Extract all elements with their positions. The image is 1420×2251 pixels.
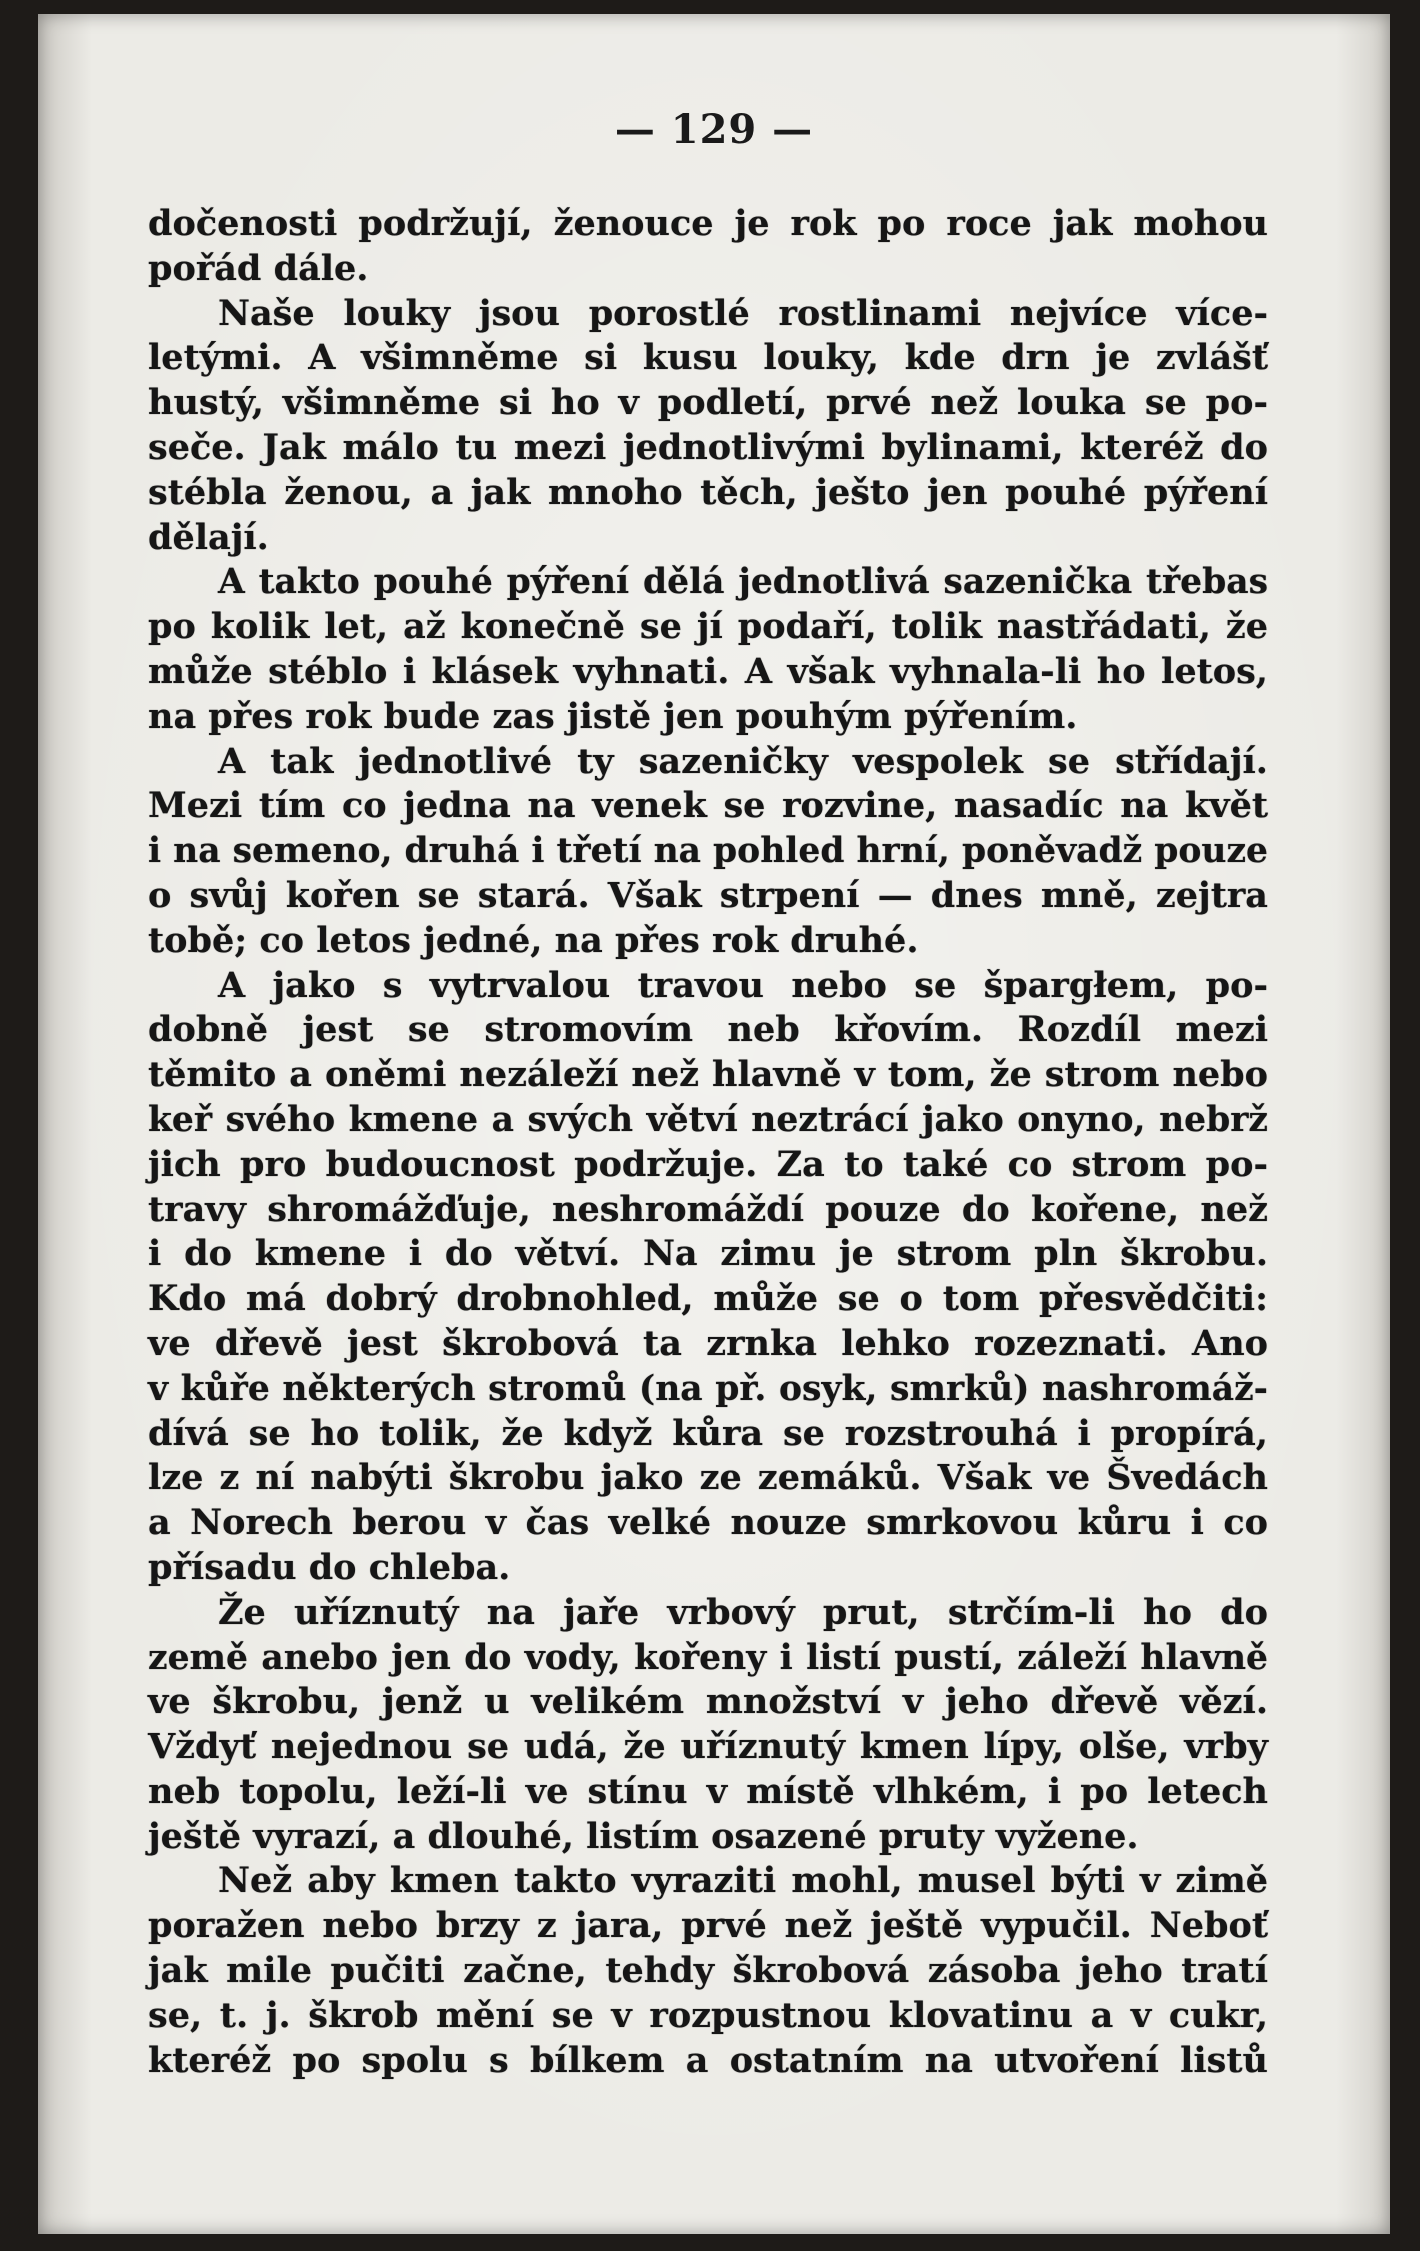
text-line: A jako s vytrvalou travou nebo se špargłem, po- — [218, 964, 1268, 1006]
text-line: Že uříznutý na jaře vrbový prut, strčím-li ho do — [218, 1591, 1268, 1633]
text-line: na přes rok bude zas jistě jen pouhým pýřením. — [148, 695, 1078, 737]
text-line: seče. Jak málo tu mezi jednotlivými bylinami, kteréž do — [148, 426, 1268, 468]
text-line: ve dřevě jest škrobová ta zrnka lehko rozeznati. Ano — [148, 1322, 1268, 1364]
text-line: pořád dále. — [148, 247, 369, 289]
body-text — [148, 202, 1268, 2083]
text-line: přísadu do chleba. — [148, 1546, 511, 1588]
text-line: jich pro budoucnost podržuje. Za to také co strom po- — [148, 1143, 1268, 1185]
text-line: může stéblo i klásek vyhnati. A však vyhnala-li ho letos, — [148, 650, 1268, 692]
text-line: Než aby kmen takto vyraziti mohl, musel býti v zimě — [218, 1860, 1268, 1902]
text-line: A takto pouhé pýření dělá jednotlivá sazenička třebas — [218, 562, 1268, 603]
text-line: ještě vyrazí, a dlouhé, listím osazené pruty vyžene. — [148, 1815, 1139, 1857]
text-line: jak mile pučiti začne, tehdy škrobová zásoba jeho tratí — [148, 1950, 1268, 1992]
text-line: v kůře některých stromů (na př. osyk, smrků) nashromáž- — [148, 1368, 1268, 1409]
text-line: keř svého kmene a svých větví neztrácí jako onyno, nebrž — [148, 1099, 1268, 1140]
text-line: dělají. — [148, 516, 269, 558]
text-line: o svůj kořen se stará. Však strpení — dnes mně, zejtra — [148, 874, 1268, 916]
text-line: ve škrobu, jenž u velikém množství v jeho dřevě vězí. — [148, 1681, 1268, 1723]
text-line: lze z ní nabýti škrobu jako ze zemáků. Však ve Švedách — [148, 1457, 1268, 1499]
text-line: těmito a oněmi nezáleží než hlavně v tom, že strom nebo — [148, 1054, 1268, 1096]
text-line: se, t. j. škrob mění se v rozpustnou klovatinu a v cukr, — [148, 1994, 1268, 2036]
text-line: letými. A všimněme si kusu louky, kde drn je zvlášť — [148, 337, 1268, 379]
text-line: poražen nebo brzy z jara, prvé než ještě vypučil. Neboť — [148, 1905, 1268, 1947]
text-line: kteréž po spolu s bílkem a ostatním na utvoření listů — [148, 2039, 1268, 2081]
text-line: neb topolu, leží-li ve stínu v místě vlhkém, i po letech — [148, 1770, 1268, 1812]
text-line: dočenosti podržují, ženouce je rok po roce jak mohou — [148, 203, 1268, 244]
text-line: A tak jednotlivé ty sazeničky vespolek se střídají. — [218, 740, 1268, 782]
text-line: Naše louky jsou porostlé rostlinami nejvíce více- — [218, 292, 1268, 334]
text-line: stébla ženou, a jak mnoho těch, ješto jen pouhé pýření — [148, 471, 1268, 513]
text-line: Mezi tím co jedna na venek se rozvine, nasadíc na květ — [148, 785, 1268, 827]
text-line: i na semeno, druhá i třetí na pohled hrní, poněvadž pouze — [148, 831, 1268, 872]
book-page — [38, 14, 1390, 2234]
text-line: travy shromážďuje, neshromáždí pouze do kořene, než — [148, 1188, 1268, 1230]
text-line: tobě; co letos jedné, na přes rok druhé. — [148, 919, 919, 961]
text-line: a Norech berou v čas velké nouze smrkovou kůru i co — [148, 1502, 1268, 1544]
text-line: po kolik let, až konečně se jí podaří, tolik nastřádati, že — [148, 606, 1268, 648]
text-line: dívá se ho tolik, že když kůra se rozstrouhá i propírá, — [148, 1412, 1268, 1454]
text-line: Kdo má dobrý drobnohled, může se o tom přesvědčiti: — [148, 1278, 1268, 1320]
page-number: — 129 — — [614, 106, 814, 153]
text-line: hustý, všimněme si ho v podletí, prvé než louka se po- — [148, 382, 1268, 424]
text-line: země anebo jen do vody, kořeny i listí pustí, záleží hlavně — [148, 1637, 1268, 1678]
text-line: i do kmene i do větví. Na zimu je strom pln škrobu. — [148, 1233, 1268, 1275]
text-line: dobně jest se stromovím neb křovím. Rozdíl mezi — [148, 1009, 1268, 1051]
text-line: Vždyť nejednou se udá, že uříznutý kmen lípy, olše, vrby — [148, 1726, 1268, 1768]
